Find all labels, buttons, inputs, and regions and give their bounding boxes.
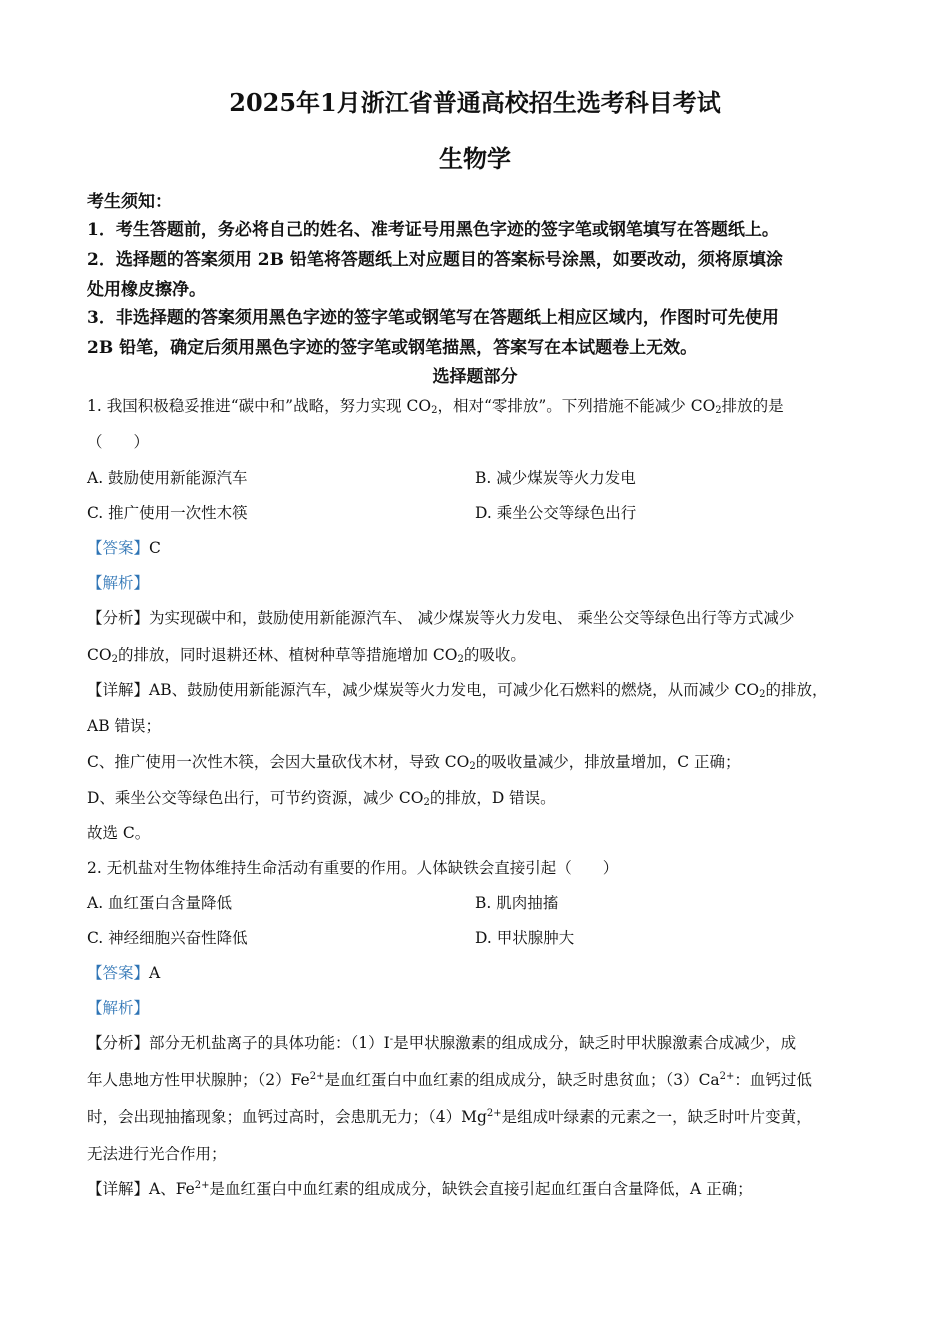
q1-option-d: D. 乘坐公交等绿色出行 — [475, 504, 637, 522]
notice-item-1: 1．考生答题前，务必将自己的姓名、准考证号用黑色字迹的签字笔或钢笔填写在答题纸上。 — [87, 220, 779, 240]
q1-answer: 【答案】C — [87, 539, 161, 557]
section-title: 选择题部分 — [432, 367, 518, 387]
q1-stem: 1. 我国积极稳妥推进“碳中和”战略，努力实现 $CO_2$，相对“零排放”。下列措施不能减少 $CO_2$排放的是 — [87, 397, 784, 416]
q2-option-b: B. 肌肉抽搐 — [475, 894, 559, 912]
q2-fenxi-line-4: 无法进行光合作用； — [87, 1145, 227, 1163]
notice-item-2-line-1: 2．选择题的答案须用 2B 铅笔将答题纸上对应题目的答案标号涂黑，如要改动，须将原填涂 — [87, 250, 783, 270]
q1-conclusion: 故选 C。 — [87, 824, 151, 842]
q2-detail-line-1: 【详解】A、$Fe^{2+}$是血红蛋白中血红素的组成成分，缺铁会直接引起血红蛋白含量降低，A 正确； — [87, 1180, 753, 1198]
q2-answer: 【答案】A — [87, 964, 161, 982]
notice-item-2-line-2: 处用橡皮擦净。 — [87, 280, 206, 300]
q1-paren: （ ） — [87, 433, 150, 451]
q2-option-d: D. 甲状腺肿大 — [475, 929, 575, 947]
q1-fenxi-line-1: 【分析】为实现碳中和，鼓励使用新能源汽车、 减少煤炭等火力发电、 乘坐公交等绿色出行等方式减少 — [87, 609, 795, 627]
q2-option-a: A. 血红蛋白含量降低 — [87, 894, 233, 912]
exam-title: 2025年1月浙江省普通高校招生选考科目考试 — [229, 88, 721, 117]
q2-fenxi-line-1: 【分析】部分无机盐离子的具体功能：（1）I-是甲状腺激素的组成成分，缺乏时甲状腺激素合成减少，成 — [87, 1034, 797, 1052]
subject-title: 生物学 — [439, 144, 511, 173]
q1-analysis-label: 【解析】 — [87, 574, 150, 592]
q2-fenxi-line-2: 年人患地方性甲状腺肿；$(2)Fe^{2+}$是血红蛋白中血红素的组成成分，缺乏时患贫血；$(3)Ca^{2+}$：血钙过低 — [87, 1071, 812, 1089]
q2-analysis-label: 【解析】 — [87, 999, 150, 1017]
notice-item-3-line-2: 2B 铅笔，确定后须用黑色字迹的签字笔或钢笔描黑，答案写在本试题卷上无效。 — [87, 338, 698, 358]
q1-detail-line-3: C、推广使用一次性木筷，会因大量砍伐木材，导致 $CO_2$的吸收量减少，排放量增加，C 正确； — [87, 753, 741, 772]
q2-stem: 2. 无机盐对生物体维持生命活动有重要的作用。人体缺铁会直接引起（ ） — [87, 859, 619, 877]
q2-fenxi-line-3: 时，会出现抽搐现象；血钙过高时，会患肌无力；$(4)Mg^{2+}$是组成叶绿素的元素之一，缺乏时叶片变黄， — [87, 1108, 812, 1126]
notice-heading: 考生须知： — [87, 192, 172, 212]
q1-option-c: C. 推广使用一次性木筷 — [87, 504, 248, 522]
q2-option-c: C. 神经细胞兴奋性降低 — [87, 929, 248, 947]
q1-detail-line-1: 【详解】AB、鼓励使用新能源汽车，减少煤炭等火力发电，可减少化石燃料的燃烧，从而减少 $CO_2$的排放， — [87, 681, 828, 700]
q1-detail-line-2: AB 错误； — [87, 717, 162, 735]
q1-option-b: B. 减少煤炭等火力发电 — [475, 469, 636, 487]
q1-detail-line-4: D、乘坐公交等绿色出行，可节约资源，减少 $CO_2$的排放，D 错误。 — [87, 789, 556, 808]
notice-item-3-line-1: 3．非选择题的答案须用黑色字迹的签字笔或钢笔写在答题纸上相应区域内，作图时可先使用 — [87, 308, 779, 328]
q1-fenxi-line-2: $CO_2$的排放，同时退耕还林、植树种草等措施增加 $CO_2$的吸收。 — [87, 646, 526, 665]
q1-option-a: A. 鼓励使用新能源汽车 — [87, 469, 248, 487]
